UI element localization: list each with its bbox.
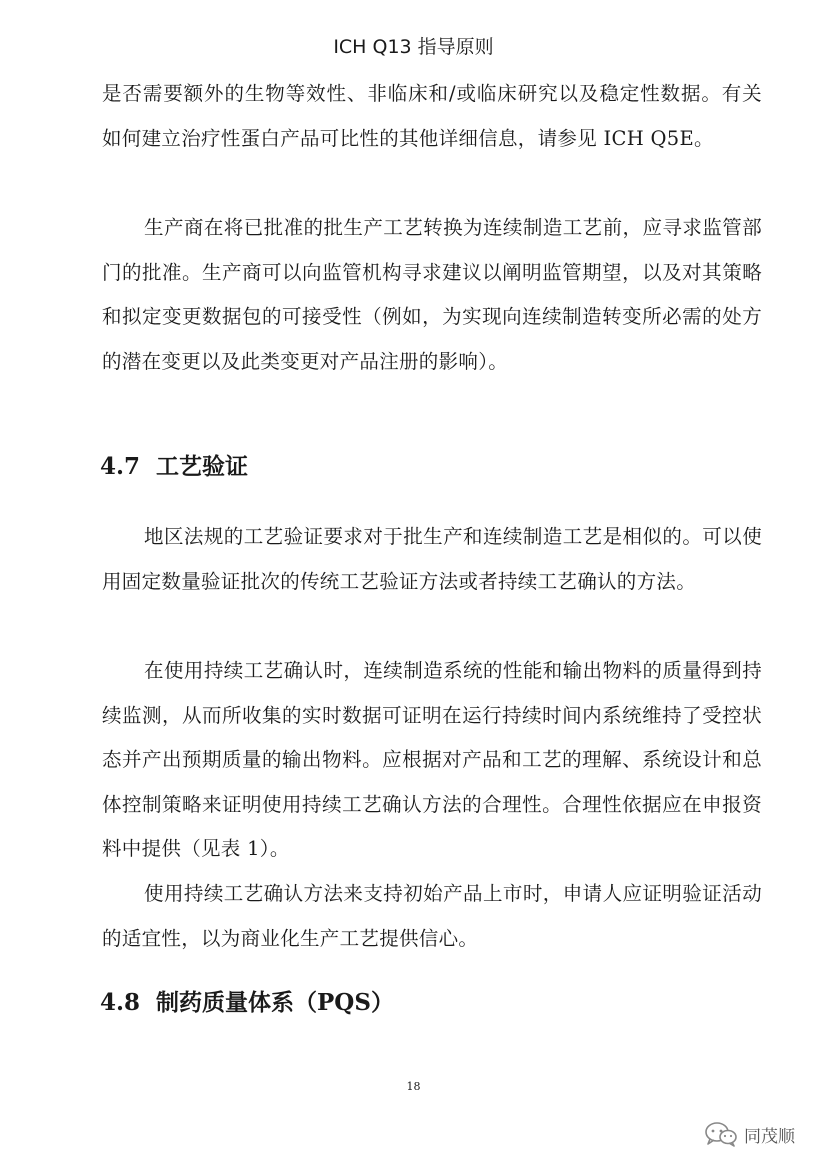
paragraph-continuation: 是否需要额外的生物等效性、非临床和/或临床研究以及稳定性数据。有关如何建立治疗性蛋白产品可比性的其他详细信息，请参见 ICH Q5E。 — [102, 82, 762, 150]
document-header: ICH Q13 指导原则 — [333, 36, 494, 58]
section-number: 4.7 — [100, 453, 141, 480]
section-heading-4-8 — [100, 988, 394, 1018]
watermark-text: 同茂顺 — [744, 1126, 795, 1147]
section-heading-4-7 — [100, 452, 248, 482]
section-number: 4.8 — [100, 989, 141, 1016]
paragraph-validation: 地区法规的工艺验证要求对于批生产和连续制造工艺是相似的。可以使用固定数量验证批次的传统工艺验证方法或者持续工艺确认的方法。 — [102, 525, 762, 593]
wechat-icon — [704, 1121, 738, 1147]
paragraph-approval: 生产商在将已批准的批生产工艺转换为连续制造工艺前，应寻求监管部门的批准。生产商可以向监管机构寻求建议以阐明监管期望，以及对其策略和拟定变更数据包的可接受性（例如，为实现向连续制造转变所必需的处方的潜在变更以及此类变更对产品注册的影响）。 — [102, 216, 762, 373]
paragraph-initial-launch: 使用持续工艺确认方法来支持初始产品上市时，申请人应证明验证活动的适宜性，以为商业化生产工艺提供信心。 — [102, 882, 762, 950]
section-title: 工艺验证 — [156, 453, 249, 480]
section-title: 制药质量体系（PQS） — [156, 989, 394, 1016]
watermark — [704, 1121, 795, 1147]
paragraph-continued-verification: 在使用持续工艺确认时，连续制造系统的性能和输出物料的质量得到持续监测，从而所收集的实时数据可证明在运行持续时间内系统维持了受控状态并产出预期质量的输出物料。应根据对产品和工艺的理解、系统设计和总体控制策略来证明使用持续工艺确认方法的合理性。合理性依据应在申报资料中提供（见表 1）。 — [102, 659, 762, 860]
page-number: 18 — [406, 1080, 421, 1093]
